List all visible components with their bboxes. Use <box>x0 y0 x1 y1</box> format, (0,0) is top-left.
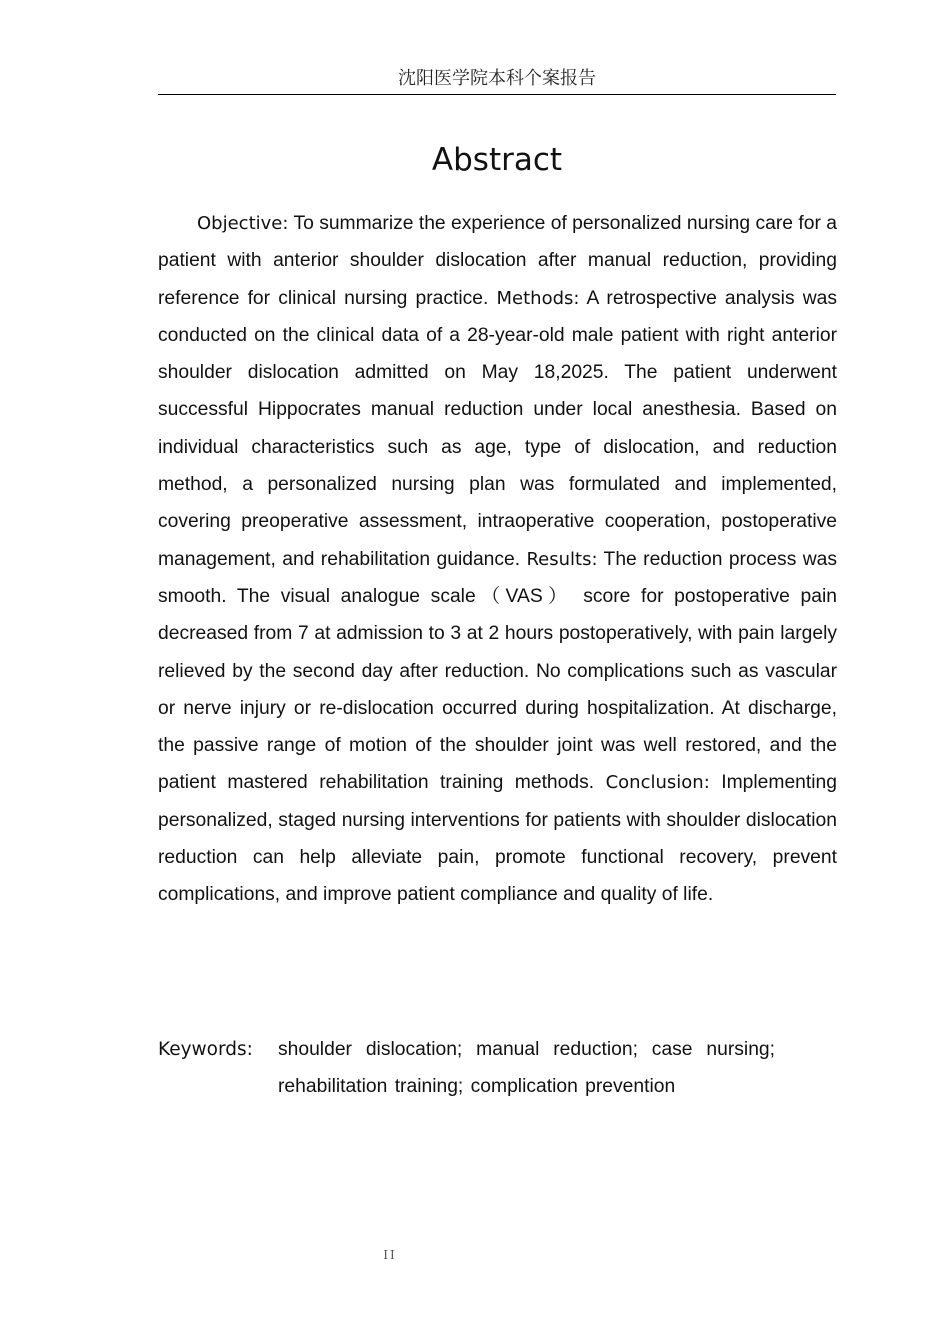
header-rule <box>158 94 836 95</box>
objective-label: Objective: <box>197 213 289 234</box>
conclusion-text: Implementing personalized, staged nursing interventions for patients with shoulder dislocation reduction can help alleviate pain, promote functional recovery, prevent complications, and improve patient compliance and quality of life. <box>158 772 837 906</box>
abstract-body <box>158 205 837 914</box>
results-text: The reduction process was smooth. The visual analogue scale（VAS） score for postoperative pain decreased from 7 at admission to 3 at 2 hours postoperatively, with pain largely relieved by the second day after reduction. No complications such as vascular or nerve injury or re-dislocation occurred during hospitalization. At discharge, the passive range of motion of the shoulder joint was well restored, and the patient mastered rehabilitation training methods. <box>158 548 837 794</box>
keywords-block <box>158 1031 798 1106</box>
objective-text: To summarize the experience of personalized nursing care for a patient with anterior shoulder dislocation after manual reduction, providing reference for clinical nursing practice. <box>158 213 837 309</box>
results-label: Results: <box>526 548 598 570</box>
methods-label: Methods: <box>496 287 580 309</box>
abstract-title: Abstract <box>431 142 563 178</box>
running-header: 沈阳医学院本科个案报告 <box>398 68 596 89</box>
keywords-label: Keywords: <box>158 1039 253 1060</box>
methods-text: A retrospective analysis was conducted on the clinical data of a 28-year-old male patient with right anterior shoulder dislocation admitted on May 18,2025. The patient underwent successful Hippocrates manual reduction under local anesthesia. Based on individual characteristics such as age, type of dislocation, and reduction method, a personalized nursing plan was formulated and implemented, covering preoperative assessment, intraoperative cooperation, postoperative management, and rehabilitation guidance. <box>158 287 837 570</box>
conclusion-label: Conclusion: <box>605 772 710 794</box>
keywords-text: shoulder dislocation; manual reduction; case nursing; rehabilitation training; complication prevention <box>278 1039 775 1098</box>
page-number: II <box>383 1248 397 1262</box>
